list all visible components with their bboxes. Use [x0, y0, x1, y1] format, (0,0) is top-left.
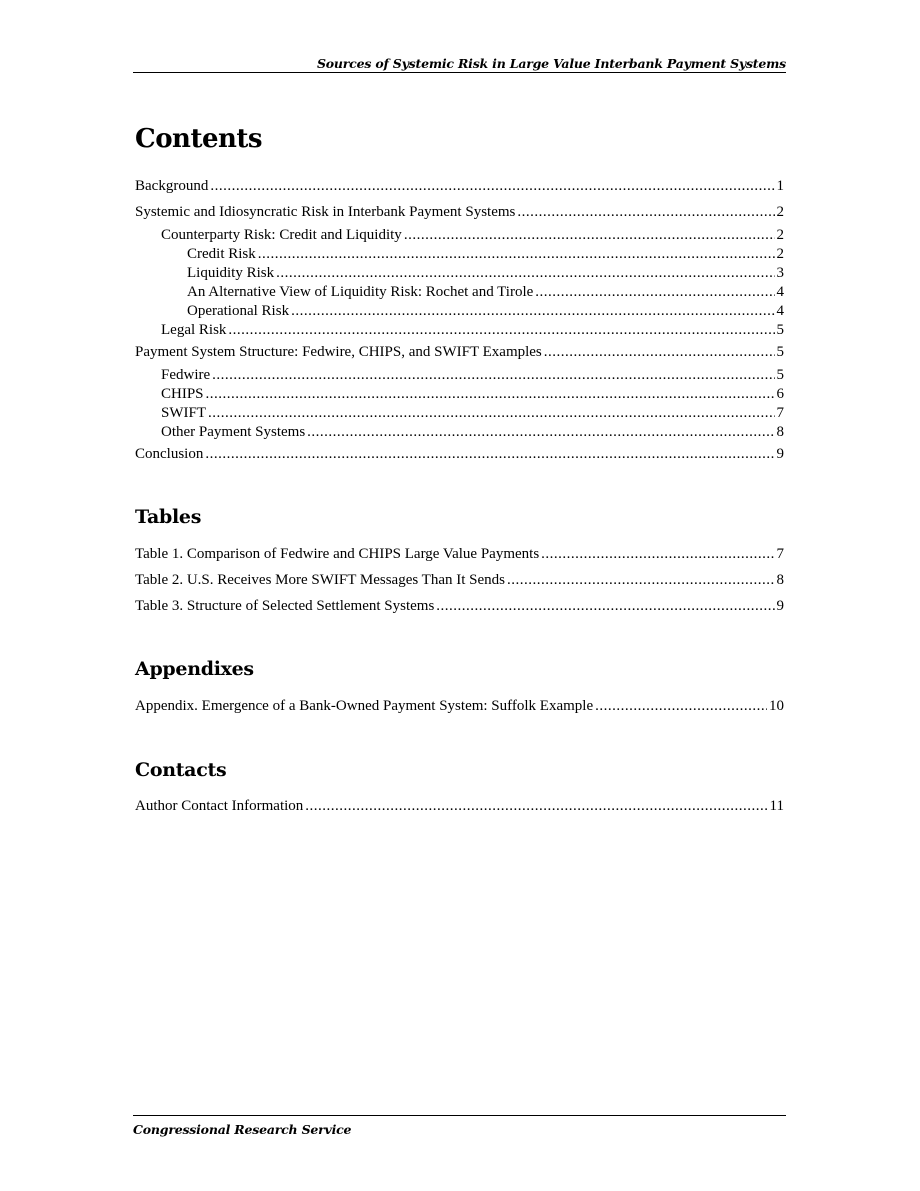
toc-entry-fedwire[interactable]	[161, 365, 784, 385]
toc-entry-text: Other Payment Systems	[161, 424, 306, 440]
toc-page-number: 2	[776, 227, 784, 243]
toc-page-number: 7	[776, 405, 784, 421]
toc-entry-operational-risk[interactable]	[187, 301, 784, 321]
toc-entry-table-2[interactable]	[135, 570, 784, 590]
toc-entry-liquidity-risk[interactable]	[187, 263, 784, 283]
toc-entry-other-payment-systems[interactable]	[161, 422, 784, 442]
toc-leader-dots	[507, 570, 774, 590]
toc-entry-text: Payment System Structure: Fedwire, CHIPS, and SWIFT Examples	[135, 344, 542, 360]
toc-page-number: 2	[776, 246, 784, 262]
toc-leader-dots	[307, 422, 774, 442]
tables-title: Tables	[135, 506, 202, 528]
toc-entry-text: Liquidity Risk	[187, 265, 275, 281]
toc-leader-dots	[206, 384, 775, 404]
toc-page-number: 9	[776, 598, 784, 614]
contacts-title: Contacts	[135, 759, 227, 781]
toc-entry-text: Fedwire	[161, 367, 211, 383]
toc-page-number: 1	[776, 178, 784, 194]
toc-leader-dots	[205, 444, 774, 464]
toc-page-number: 8	[776, 572, 784, 588]
toc-entry-text: Table 1. Comparison of Fedwire and CHIPS Large Value Payments	[135, 546, 540, 562]
toc-entry-text: Counterparty Risk: Credit and Liquidity	[161, 227, 402, 243]
toc-leader-dots	[436, 596, 774, 616]
toc-entry-text: Table 2. U.S. Receives More SWIFT Messages Than It Sends	[135, 572, 506, 588]
toc-page-number: 5	[776, 367, 784, 383]
toc-page-number: 9	[776, 446, 784, 462]
toc-entry-chips[interactable]	[161, 384, 784, 404]
toc-entry-text: Legal Risk	[161, 322, 227, 338]
toc-page-number: 7	[776, 546, 784, 562]
toc-entry-author-contact[interactable]	[135, 796, 784, 816]
toc-leader-dots	[535, 282, 774, 302]
contents-title: Contents	[135, 124, 263, 154]
toc-page-number: 10	[769, 698, 784, 714]
toc-page-number: 2	[776, 204, 784, 220]
toc-entry-text: Conclusion	[135, 446, 204, 462]
toc-entry-text: Appendix. Emergence of a Bank-Owned Payment System: Suffolk Example	[135, 698, 594, 714]
toc-page-number: 5	[776, 322, 784, 338]
toc-leader-dots	[544, 342, 775, 362]
toc-leader-dots	[208, 403, 775, 423]
toc-page-number: 4	[776, 303, 784, 319]
toc-entry-systemic-risk[interactable]	[135, 202, 784, 222]
toc-entry-text: CHIPS	[161, 386, 204, 402]
running-footer: Congressional Research Service	[133, 1115, 786, 1137]
toc-entry-payment-system-structure[interactable]	[135, 342, 784, 362]
toc-page-number: 6	[776, 386, 784, 402]
appendixes-title: Appendixes	[135, 658, 254, 680]
toc-page-number: 5	[776, 344, 784, 360]
toc-entry-text: Systemic and Idiosyncratic Risk in Interbank Payment Systems	[135, 204, 516, 220]
toc-page-number: 4	[776, 284, 784, 300]
toc-entry-table-1[interactable]	[135, 544, 784, 564]
toc-entry-text: Credit Risk	[187, 246, 256, 262]
toc-entry-alternative-view[interactable]	[187, 282, 784, 302]
toc-leader-dots	[212, 365, 774, 385]
toc-entry-table-3[interactable]	[135, 596, 784, 616]
toc-entry-credit-risk[interactable]	[187, 244, 784, 264]
toc-entry-legal-risk[interactable]	[161, 320, 784, 340]
toc-leader-dots	[228, 320, 774, 340]
toc-entry-text: SWIFT	[161, 405, 206, 421]
toc-page-number: 11	[769, 798, 784, 814]
toc-entry-text: Background	[135, 178, 209, 194]
toc-leader-dots	[258, 244, 775, 264]
toc-page-number: 8	[776, 424, 784, 440]
toc-entry-swift[interactable]	[161, 403, 784, 423]
toc-leader-dots	[595, 696, 767, 716]
toc-entry-background[interactable]	[135, 176, 784, 196]
toc-leader-dots	[404, 225, 775, 245]
toc-leader-dots	[291, 301, 774, 321]
toc-entry-conclusion[interactable]	[135, 444, 784, 464]
toc-leader-dots	[541, 544, 774, 564]
toc-page-number: 3	[776, 265, 784, 281]
running-header: Sources of Systemic Risk in Large Value Interbank Payment Systems	[133, 56, 786, 73]
toc-leader-dots	[305, 796, 767, 816]
toc-entry-text: Table 3. Structure of Selected Settlement Systems	[135, 598, 435, 614]
toc-entry-text: An Alternative View of Liquidity Risk: Rochet and Tirole	[187, 284, 534, 300]
toc-entry-counterparty-risk[interactable]	[161, 225, 784, 245]
toc-leader-dots	[276, 263, 774, 283]
toc-entry-text: Operational Risk	[187, 303, 290, 319]
toc-entry-appendix[interactable]	[135, 696, 784, 716]
toc-leader-dots	[210, 176, 774, 196]
toc-leader-dots	[517, 202, 774, 222]
toc-entry-text: Author Contact Information	[135, 798, 304, 814]
